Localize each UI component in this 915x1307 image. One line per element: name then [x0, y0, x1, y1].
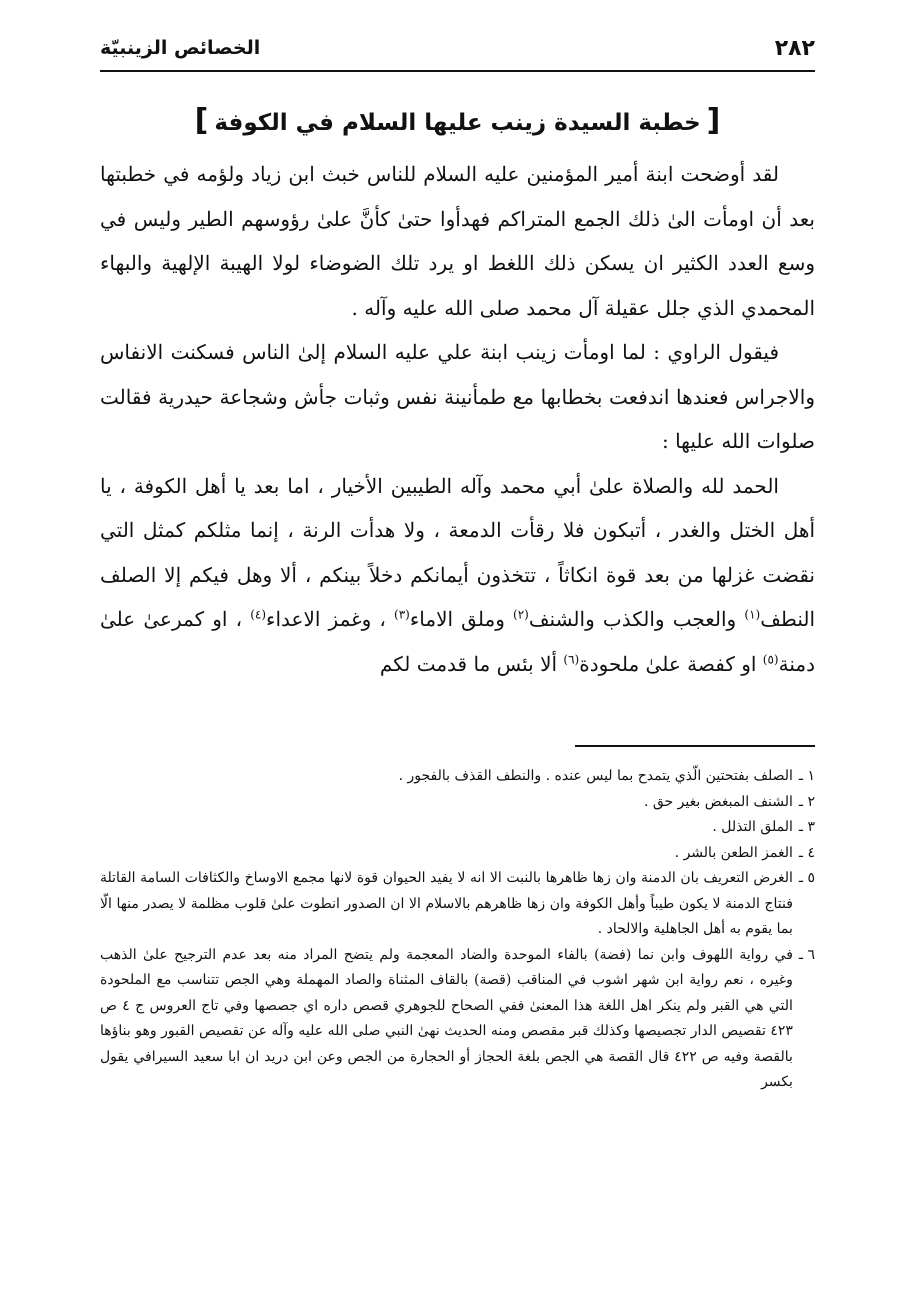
sermon-text-6: او كفصة علىٰ ملحودة: [579, 651, 763, 676]
heading-title: خطبة السيدة زينب عليها السلام في الكوفة: [214, 110, 701, 136]
footnote-number: ٢ ـ: [798, 793, 815, 810]
body-text: [100, 152, 815, 686]
footnote-ref-6[interactable]: (٦): [563, 651, 580, 666]
heading-close-bracket: ]: [194, 103, 209, 138]
sermon-text-1: الحمد لله والصلاة علىٰ أبي محمد وآله الطيبين الأخيار ، اما بعد يا أهل الكوفة ، يا أهل الختل والغدر ، أتبكون فلا رقأت الدمعة ، ولا هدأت الرنة ، إنما مثلكم كمثل التي نقضت غزلها من بعد قوة انكاثاً ، تتخذون أيمانكم دخلاً بينكم ، ألا وهل فيكم إلا الصلف النطف: [100, 473, 815, 631]
footnote-text: الغمز الطعن بالشر .: [674, 844, 793, 861]
paragraph-intro: لقد أوضحت ابنة أمير المؤمنين عليه السلام للناس خبث ابن زياد ولؤمه في خطبتها بعد أن اومأت الىٰ ذلك الجمع المتراكم فهدأوا حتىٰ كأنَّ علىٰ رؤوسهم الطير وليس في وسع العدد الكثير ان يسكن ذلك اللغط او يرد تلك الضوضاء لولا الهيبة الإلهية والبهاء المحمدي الذي جلل عقيلة آل محمد صلى الله عليه وآله .: [100, 162, 815, 320]
footnote-number: ٥ ـ: [798, 870, 815, 886]
footnote-6: [100, 943, 815, 1096]
footnote-2: [100, 790, 815, 816]
running-title: الخصائص الزينبيّة: [100, 37, 261, 59]
footnote-text: في رواية اللهوف وابن نما (فضة) بالفاء الموحدة والضاد المعجمة ولم يتضح المراد منه بعد عدم الترجيح علىٰ الذهب وغيره ، نعم رواية ابن شهر اشوب في المناقب (قصة) بالقاف المثناة والصاد المهملة وهي الجص تتناسب مع الملحودة التي هي القبر ولم ينكر اهل اللغة هذا المعنىٰ ففي الصحاح للجوهري قصص داره اي جصصها وفي تاج العروس ج ٤ ص ٤٢٣ تقصيص الدار تجصيصها وكذلك قبر مقصص ومنه الحديث نهىٰ النبي صلى الله عليه وآله عن تقصيص القبور وهو بناؤها بالقصة وفيه ص ٤٢٢ قال القصة هي الجص بلغة الحجاز أو الحجارة من الجص وعن ابن دريد ان ابا سعيد السيرافي يقول بكسر: [100, 946, 793, 1090]
footnote-number: ٤ ـ: [798, 844, 815, 861]
footnote-text: الغرض التعريف بان الدمنة وان زها ظاهرها بالنبت الا انه لا يفيد الحيوان قوة لانها مجمع الاوساخ والكثافات السامة القاتلة فنتاج الدمنة لا يكون طيباً وأهل الكوفة وان زها ظاهرهم بالاسلام الا ان الصدور انطوت علىٰ قلوب مظلمة لا يصدر منها الّا بما يقوم به أهل الجاهلية والالحاد .: [100, 870, 793, 937]
footnote-text: الشنف المبغض بغير حق .: [643, 793, 793, 810]
running-header: [100, 30, 815, 66]
footnote-1: [100, 764, 815, 790]
footnotes: [100, 764, 815, 1096]
footnote-number: ٦ ـ: [798, 946, 815, 963]
footnote-5: [100, 866, 815, 943]
footnote-4: [100, 841, 815, 867]
footnote-ref-4[interactable]: (٤): [250, 607, 267, 622]
footnote-number: ١ ـ: [798, 768, 815, 784]
footnote-ref-2[interactable]: (٢): [513, 607, 529, 622]
sermon-text-3: وملق الاماء: [409, 607, 514, 631]
footnote-ref-5[interactable]: (٥): [762, 651, 779, 666]
footnote-ref-3[interactable]: (٣): [394, 607, 410, 622]
footnote-text: الصلف بفتحتين الّذي يتمدح بما ليس عنده . والنطف القذف بالفجور .: [398, 768, 793, 784]
heading-open-bracket: [: [706, 103, 721, 138]
section-heading: [100, 103, 815, 141]
footnote-divider: [575, 745, 815, 747]
paragraph-sermon: [100, 464, 815, 687]
header-divider: [100, 70, 815, 72]
footnote-text: الملق التذلل .: [712, 819, 793, 835]
footnote-number: ٣ ـ: [798, 819, 815, 835]
sermon-text-4: ، وغمز الاعداء: [266, 607, 395, 631]
page-number: ٢٨٢: [774, 35, 815, 61]
sermon-text-2: والعجب والكذب والشنف: [528, 607, 745, 631]
paragraph-narrator: فيقول الراوي : لما اومأت زينب ابنة علي عليه السلام إلىٰ الناس فسكنت الانفاس والاجراس فعندها اندفعت بخطابها مع طمأنينة نفس وثبات جأش وشجاعة حيدرية فقالت صلوات الله عليها :: [100, 340, 815, 453]
sermon-text-7: ألا بئس ما قدمت لكم: [379, 651, 564, 676]
footnote-ref-1[interactable]: (١): [744, 607, 761, 622]
sermon-text-5: ، او كمرعىٰ علىٰ دمنة: [100, 607, 815, 676]
footnote-3: [100, 815, 815, 841]
